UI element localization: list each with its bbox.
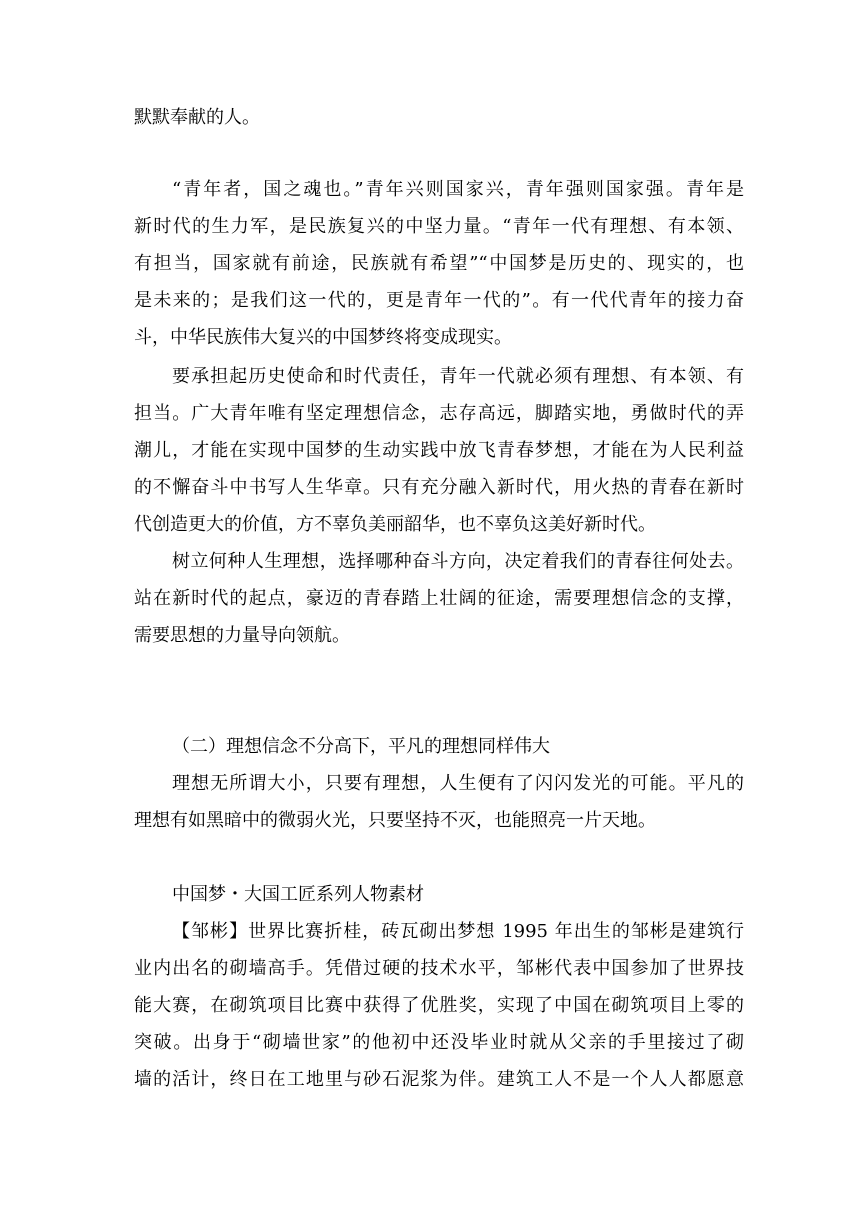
text-line: 理想无所谓大小，只要有理想，人生便有了闪闪发光的可能。平凡的 [172, 773, 744, 794]
text-line: 【邹彬】世界比赛折桂，砖瓦砌出梦想 1995 年出生的邹彬是建筑行 [172, 921, 744, 942]
text-line: 是未来的；是我们这一代的，更是青年一代的”。有一代代青年的接力奋 [134, 290, 744, 311]
text-line: 业内出名的砌墙高手。凭借过硬的技术水平，邹彬代表中国参加了世界技 [134, 958, 744, 979]
text-line: 要承担起历史使命和时代责任，青年一代就必须有理想、有本领、有 [172, 366, 744, 387]
text-line: 的不懈奋斗中书写人生华章。只有充分融入新时代，用火热的青春在新时 [134, 477, 744, 498]
text-line: 需要思想的力量导向领航。 [134, 625, 350, 646]
text-line: 斗，中华民族伟大复兴的中国梦终将变成现实。 [134, 327, 512, 348]
text-line: 代创造更大的价值，方不辜负美丽韶华，也不辜负这美好新时代。 [134, 514, 656, 535]
text-line: 默默奉献的人。 [134, 107, 260, 128]
text-line: 突破。出身于“砌墙世家”的他初中还没毕业时就从父亲的手里接过了砌 [134, 1032, 744, 1053]
text-line: 担当。广大青年唯有坚定理想信念，志存高远，脚踏实地，勇做时代的弄 [134, 403, 744, 424]
text-line: 新时代的生力军，是民族复兴的中坚力量。“青年一代有理想、有本领、 [134, 216, 744, 237]
text-line: 墙的活计，终日在工地里与砂石泥浆为伴。建筑工人不是一个人人都愿意 [134, 1069, 744, 1090]
section-heading: （二）理想信念不分高下，平凡的理想同样伟大 [172, 736, 550, 757]
subsection-heading: 中国梦・大国工匠系列人物素材 [172, 884, 424, 905]
text-line: 潮儿，才能在实现中国梦的生动实践中放飞青春梦想，才能在为人民利益 [134, 440, 744, 461]
text-line: 站在新时代的起点，豪迈的青春踏上壮阔的征途，需要理想信念的支撑， [134, 588, 744, 609]
text-line: 理想有如黑暗中的微弱火光，只要坚持不灭，也能照亮一片天地。 [134, 810, 656, 831]
text-line: “青年者，国之魂也。”青年兴则国家兴，青年强则国家强。青年是 [172, 179, 744, 200]
text-line: 能大赛，在砌筑项目比赛中获得了优胜奖，实现了中国在砌筑项目上零的 [134, 995, 744, 1016]
text-line: 有担当，国家就有前途，民族就有希望”“中国梦是历史的、现实的，也 [134, 253, 744, 274]
text-line: 树立何种人生理想，选择哪种奋斗方向，决定着我们的青春往何处去。 [172, 551, 744, 572]
